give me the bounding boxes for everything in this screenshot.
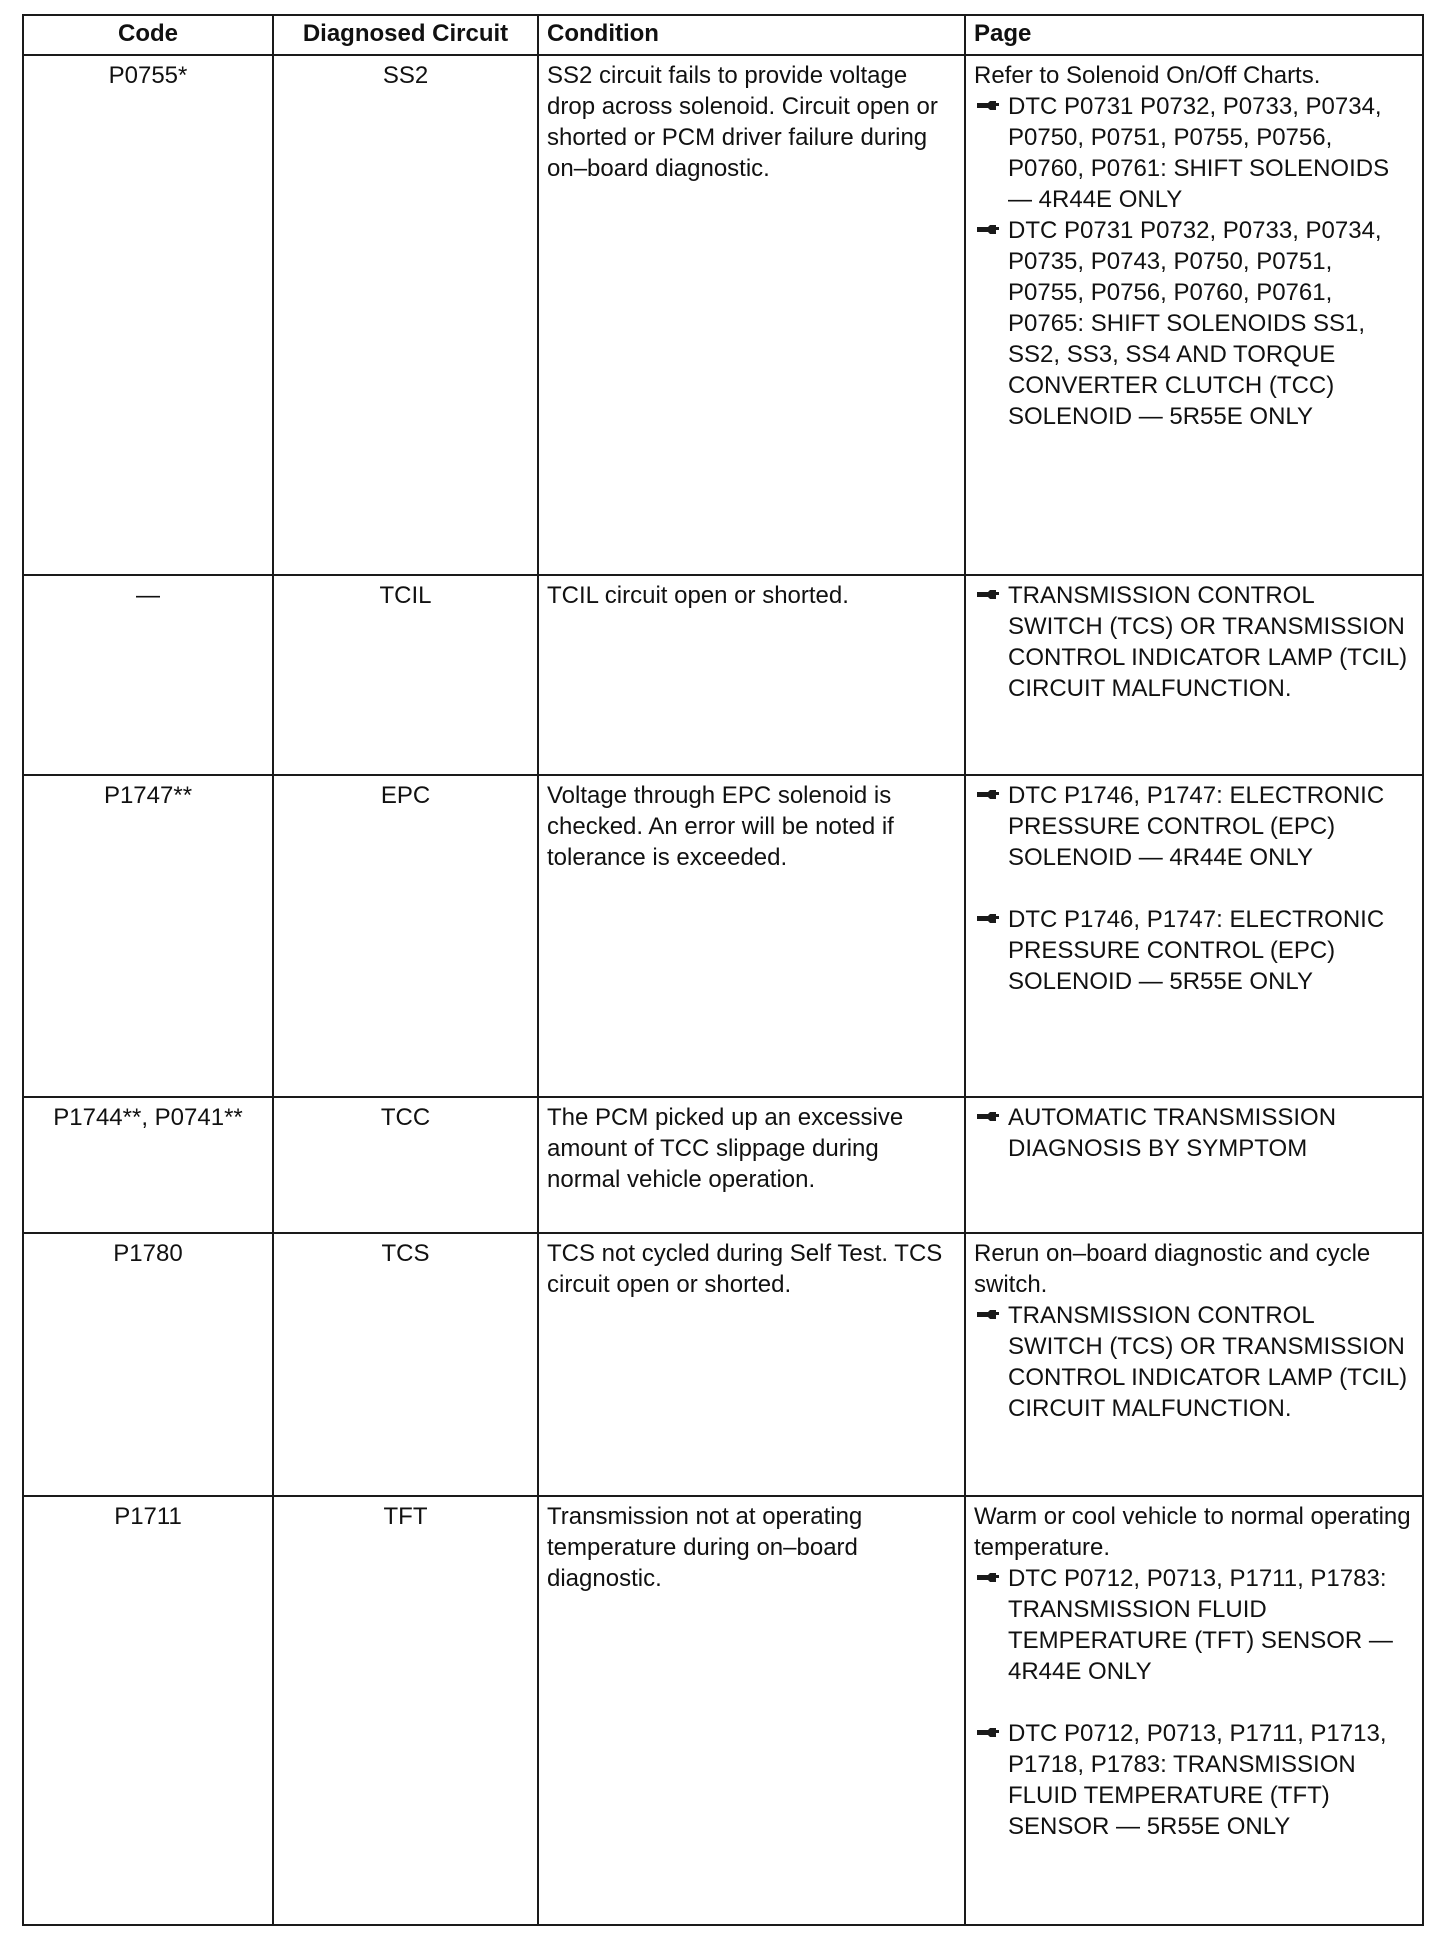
condition-cell: Voltage through EPC solenoid is checked. An error will be noted if tolerance is exceeded. xyxy=(538,775,965,1097)
page-reference-text: DTC P1746, P1747: ELECTRONIC PRESSURE CONTROL (EPC) SOLENOID — 4R44E ONLY xyxy=(1008,782,1385,871)
page-reference[interactable] xyxy=(974,1300,1414,1424)
header-code: Code xyxy=(23,15,273,55)
page-cell xyxy=(965,575,1423,775)
header-page: Page xyxy=(965,15,1423,55)
page-cell xyxy=(965,775,1423,1097)
page-cell xyxy=(965,1496,1423,1925)
page-reference-text: DTC P0731 P0732, P0733, P0734, P0750, P0751, P0755, P0756, P0760, P0761: SHIFT SOLENOIDS — 4R44E ONLY xyxy=(1008,93,1390,213)
page-reference[interactable] xyxy=(974,1563,1414,1687)
code-cell: P1780 xyxy=(23,1233,273,1496)
header-diagnosed-circuit: Diagnosed Circuit xyxy=(273,15,538,55)
condition-cell: TCS not cycled during Self Test. TCS circuit open or shorted. xyxy=(538,1233,965,1496)
pointing-hand-icon xyxy=(974,1563,1008,1594)
table-row xyxy=(23,1496,1423,1925)
condition-cell: SS2 circuit fails to provide voltage drop across solenoid. Circuit open or shorted or PCM driver failure during on–board diagnostic. xyxy=(538,55,965,575)
page-reference-text: AUTOMATIC TRANSMISSION DIAGNOSIS BY SYMPTOM xyxy=(1008,1104,1337,1162)
pointing-hand-icon xyxy=(974,1102,1008,1133)
page-reference[interactable] xyxy=(974,780,1414,873)
pointing-hand-icon xyxy=(974,1300,1008,1331)
page-note: Rerun on–board diagnostic and cycle switch. xyxy=(974,1240,1371,1298)
page-cell xyxy=(965,55,1423,575)
table-row xyxy=(23,1233,1423,1496)
page-reference[interactable] xyxy=(974,580,1414,704)
condition-cell: TCIL circuit open or shorted. xyxy=(538,575,965,775)
circuit-cell: SS2 xyxy=(273,55,538,575)
page-reference-text: TRANSMISSION CONTROL SWITCH (TCS) OR TRANSMISSION CONTROL INDICATOR LAMP (TCIL) CIRCUIT MALFUNCTION. xyxy=(1008,1302,1408,1422)
pointing-hand-icon xyxy=(974,780,1008,811)
condition-cell: Transmission not at operating temperature during on–board diagnostic. xyxy=(538,1496,965,1925)
table-row xyxy=(23,575,1423,775)
circuit-cell: TCC xyxy=(273,1097,538,1233)
code-cell: P1744**, P0741** xyxy=(23,1097,273,1233)
page-reference[interactable] xyxy=(974,904,1414,997)
table-row xyxy=(23,55,1423,575)
circuit-cell: EPC xyxy=(273,775,538,1097)
table-row xyxy=(23,1097,1423,1233)
dtc-table-page xyxy=(22,14,1422,1926)
dtc-table xyxy=(22,14,1424,1926)
pointing-hand-icon xyxy=(974,91,1008,122)
header-condition: Condition xyxy=(538,15,965,55)
page-note: Warm or cool vehicle to normal operating temperature. xyxy=(974,1503,1411,1561)
pointing-hand-icon xyxy=(974,904,1008,935)
pointing-hand-icon xyxy=(974,1718,1008,1749)
page-reference-text: DTC P0712, P0713, P1711, P1783: TRANSMISSION FLUID TEMPERATURE (TFT) SENSOR — 4R44E ONLY xyxy=(1008,1565,1393,1685)
code-cell: P1711 xyxy=(23,1496,273,1925)
page-reference-text: DTC P1746, P1747: ELECTRONIC PRESSURE CONTROL (EPC) SOLENOID — 5R55E ONLY xyxy=(1008,906,1385,995)
condition-cell: The PCM picked up an excessive amount of TCC slippage during normal vehicle operation. xyxy=(538,1097,965,1233)
header-row xyxy=(23,15,1423,55)
table-row xyxy=(23,775,1423,1097)
code-cell: P0755* xyxy=(23,55,273,575)
page-cell xyxy=(965,1233,1423,1496)
page-reference[interactable] xyxy=(974,91,1414,215)
page-reference-text: DTC P0712, P0713, P1711, P1713, P1718, P1783: TRANSMISSION FLUID TEMPERATURE (TFT) SENSOR — 5R55E ONLY xyxy=(1008,1720,1387,1840)
circuit-cell: TCIL xyxy=(273,575,538,775)
code-cell: — xyxy=(23,575,273,775)
page-reference-text: DTC P0731 P0732, P0733, P0734, P0735, P0743, P0750, P0751, P0755, P0756, P0760, P0761, P0765: SHIFT SOLENOIDS SS1, SS2, SS3, SS4 AND TORQUE CONVERTER CLUTCH (TCC) SOLENOID — 5R55E ONLY xyxy=(1008,217,1382,430)
page-reference[interactable] xyxy=(974,215,1414,432)
circuit-cell: TFT xyxy=(273,1496,538,1925)
page-reference[interactable] xyxy=(974,1718,1414,1842)
circuit-cell: TCS xyxy=(273,1233,538,1496)
page-reference[interactable] xyxy=(974,1102,1414,1164)
page-cell xyxy=(965,1097,1423,1233)
code-cell: P1747** xyxy=(23,775,273,1097)
pointing-hand-icon xyxy=(974,580,1008,611)
pointing-hand-icon xyxy=(974,215,1008,246)
page-note: Refer to Solenoid On/Off Charts. xyxy=(974,62,1321,89)
page-reference-text: TRANSMISSION CONTROL SWITCH (TCS) OR TRANSMISSION CONTROL INDICATOR LAMP (TCIL) CIRCUIT MALFUNCTION. xyxy=(1008,582,1408,702)
